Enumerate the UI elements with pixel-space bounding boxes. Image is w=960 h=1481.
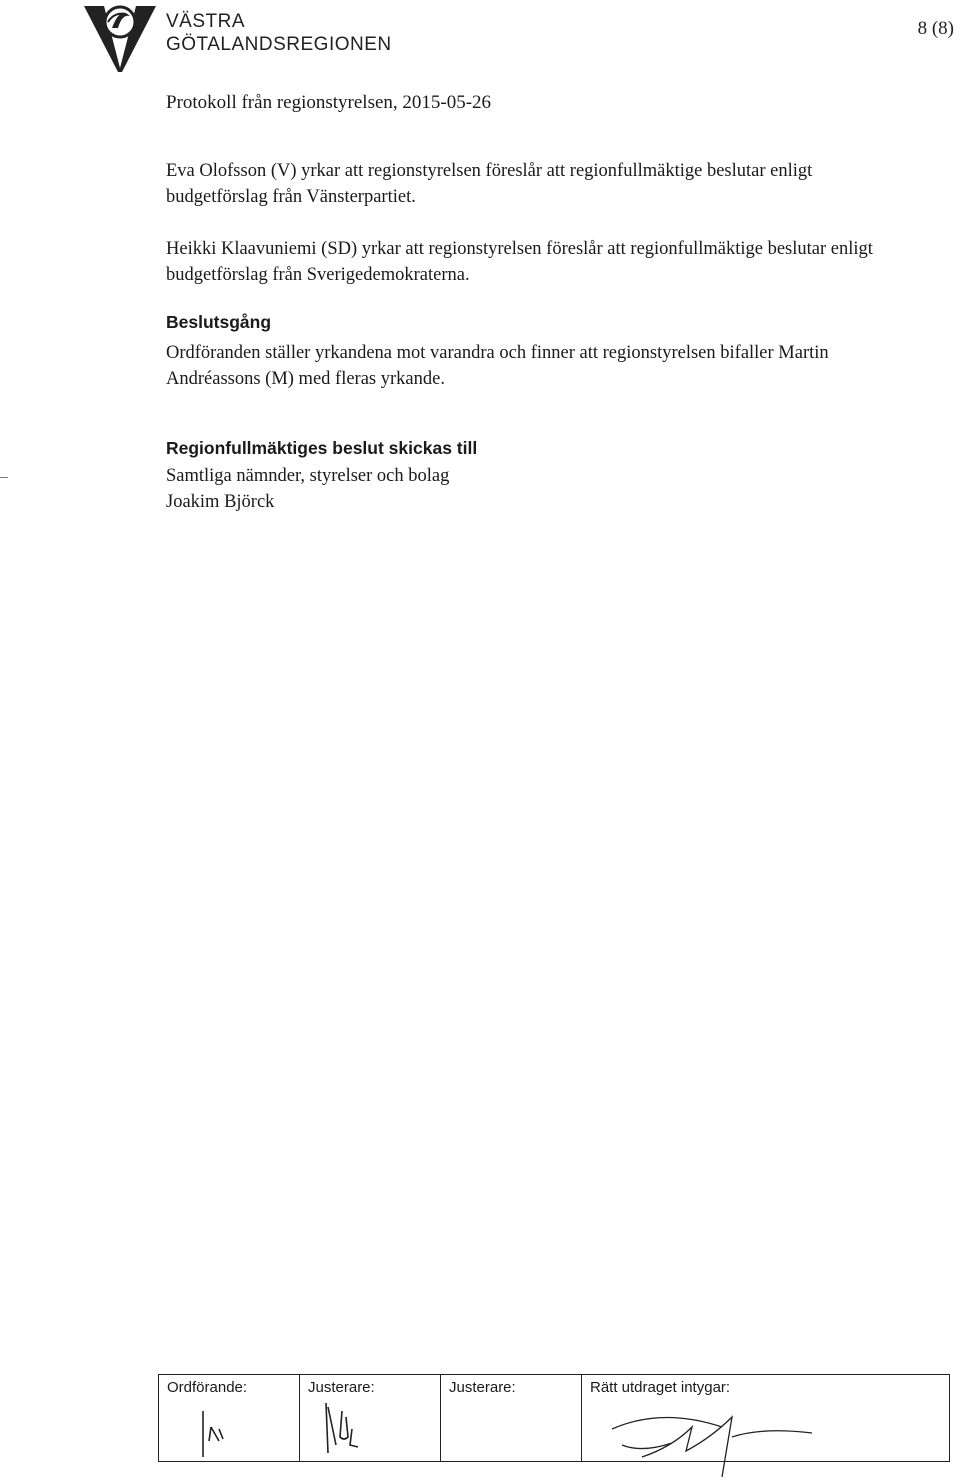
adjuster-1-label: Justerare: [308, 1379, 375, 1396]
org-name-line-1: VÄSTRA [166, 11, 246, 32]
paragraph-decision: Ordföranden ställer yrkandena mot varandra och finner att regionstyrelsen bifaller Martin Andréassons (M) med fleras yrkande. [166, 343, 829, 389]
signature-cell-adjuster-1 [300, 1375, 441, 1462]
certified-label: Rätt utdraget intygar: [590, 1379, 731, 1396]
adjuster-2-label: Justerare: [449, 1379, 516, 1396]
signature-cell-adjuster-2 [441, 1375, 582, 1462]
certification-signature [582, 1397, 822, 1477]
signature-table [158, 1374, 950, 1462]
chair-label: Ordförande: [167, 1379, 248, 1396]
heading-recipients: Regionfullmäktiges beslut skickas till [166, 438, 478, 458]
heading-beslutsgang: Beslutsgång [166, 312, 272, 332]
recipient-item: Samtliga nämnder, styrelser och bolag [166, 466, 450, 486]
margin-mark [0, 477, 8, 478]
protocol-title: Protokoll från regionstyrelsen, 2015-05-26 [166, 92, 492, 113]
organization-name [166, 10, 392, 56]
adjuster-1-initials-signature [300, 1397, 420, 1461]
signature-cell-certified [582, 1375, 950, 1462]
recipient-item: Joakim Björck [166, 492, 275, 512]
chair-initials-signature [159, 1397, 279, 1461]
page-number: 8 (8) [917, 18, 954, 39]
signature-cell-chair [159, 1375, 300, 1462]
org-name-line-2: GÖTALANDSREGIONEN [166, 34, 392, 55]
paragraph-olofsson: Eva Olofsson (V) yrkar att regionstyrelsen föreslår att regionfullmäktige beslutar enligt budgetförslag från Vänsterpartiet. [166, 161, 813, 207]
paragraph-klaavuniemi: Heikki Klaavuniemi (SD) yrkar att regionstyrelsen föreslår att regionfullmäktige beslutar enligt budgetförslag från Sverigedemokraterna. [166, 239, 873, 285]
vastra-gotalandsregionen-logo [82, 2, 158, 72]
